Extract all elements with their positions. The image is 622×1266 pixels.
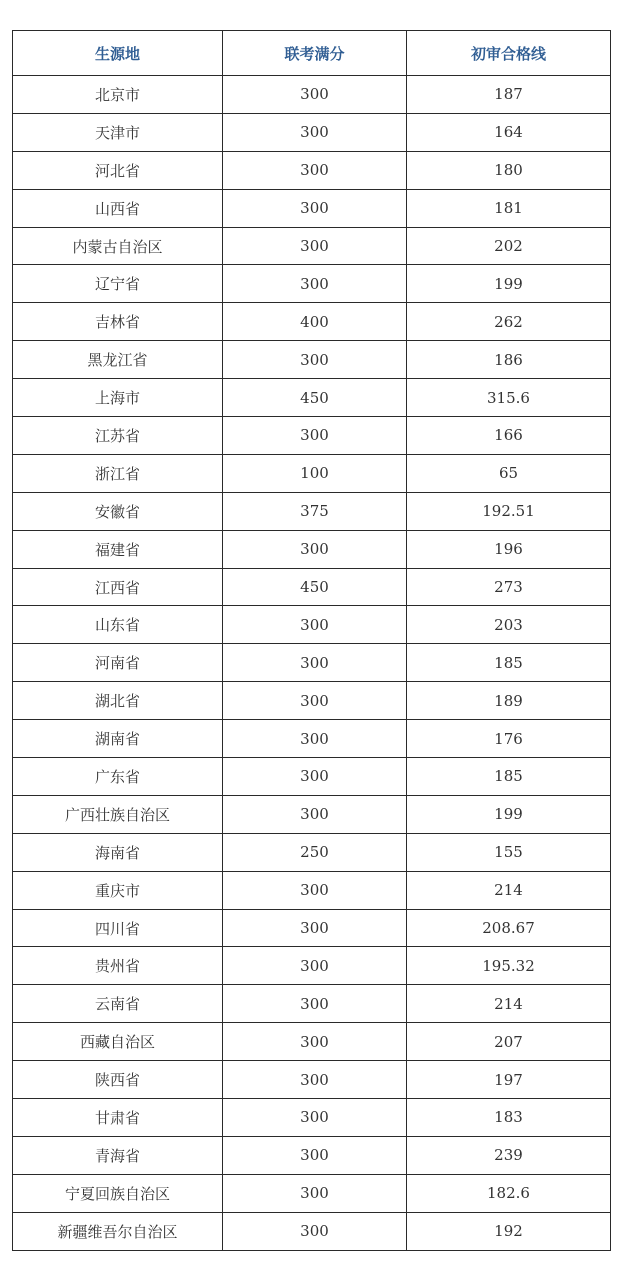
cell-region: 河北省 (13, 151, 223, 189)
cell-region: 浙江省 (13, 454, 223, 492)
cell-region: 四川省 (13, 909, 223, 947)
table-row (13, 606, 611, 644)
cell-full-score: 300 (223, 227, 407, 265)
header-region: 生源地 (13, 31, 223, 76)
cell-cutoff-line: 183 (407, 1099, 611, 1137)
cell-cutoff-line: 155 (407, 833, 611, 871)
cell-cutoff-line: 185 (407, 758, 611, 796)
cell-full-score: 300 (223, 151, 407, 189)
table-body (13, 76, 611, 1251)
cell-cutoff-line: 164 (407, 113, 611, 151)
cell-region: 上海市 (13, 379, 223, 417)
cell-full-score: 300 (223, 720, 407, 758)
cell-cutoff-line: 192 (407, 1212, 611, 1250)
cell-full-score: 300 (223, 1174, 407, 1212)
cell-region: 广东省 (13, 758, 223, 796)
table-row (13, 758, 611, 796)
cell-cutoff-line: 214 (407, 871, 611, 909)
cell-region: 新疆维吾尔自治区 (13, 1212, 223, 1250)
table-row (13, 151, 611, 189)
cell-region: 湖北省 (13, 682, 223, 720)
cell-cutoff-line: 176 (407, 720, 611, 758)
cell-cutoff-line: 214 (407, 985, 611, 1023)
table-row (13, 492, 611, 530)
table-row (13, 871, 611, 909)
cell-full-score: 300 (223, 758, 407, 796)
table-row (13, 1061, 611, 1099)
cell-region: 青海省 (13, 1136, 223, 1174)
cell-region: 陕西省 (13, 1061, 223, 1099)
score-table (12, 30, 611, 1251)
cell-region: 江西省 (13, 568, 223, 606)
cell-region: 宁夏回族自治区 (13, 1174, 223, 1212)
cell-region: 山西省 (13, 189, 223, 227)
cell-cutoff-line: 207 (407, 1023, 611, 1061)
table-header-row (13, 31, 611, 76)
cell-full-score: 300 (223, 909, 407, 947)
table-row (13, 417, 611, 455)
header-full-score: 联考满分 (223, 31, 407, 76)
cell-region: 北京市 (13, 76, 223, 114)
cell-cutoff-line: 181 (407, 189, 611, 227)
cell-full-score: 300 (223, 530, 407, 568)
cell-full-score: 450 (223, 379, 407, 417)
cell-full-score: 300 (223, 417, 407, 455)
cell-full-score: 300 (223, 985, 407, 1023)
cell-full-score: 300 (223, 1212, 407, 1250)
cell-region: 内蒙古自治区 (13, 227, 223, 265)
table-row (13, 682, 611, 720)
cell-region: 安徽省 (13, 492, 223, 530)
cell-full-score: 300 (223, 795, 407, 833)
cell-region: 江苏省 (13, 417, 223, 455)
table-row (13, 909, 611, 947)
table-row (13, 227, 611, 265)
cell-region: 广西壮族自治区 (13, 795, 223, 833)
table-row (13, 341, 611, 379)
cell-full-score: 300 (223, 1136, 407, 1174)
cell-full-score: 300 (223, 947, 407, 985)
cell-full-score: 450 (223, 568, 407, 606)
cell-region: 吉林省 (13, 303, 223, 341)
cell-full-score: 400 (223, 303, 407, 341)
cell-full-score: 300 (223, 871, 407, 909)
cell-region: 云南省 (13, 985, 223, 1023)
table-row (13, 985, 611, 1023)
table-row (13, 568, 611, 606)
cell-cutoff-line: 208.67 (407, 909, 611, 947)
cell-full-score: 300 (223, 1099, 407, 1137)
cell-region: 湖南省 (13, 720, 223, 758)
table-row (13, 833, 611, 871)
cell-region: 海南省 (13, 833, 223, 871)
cell-cutoff-line: 189 (407, 682, 611, 720)
cell-cutoff-line: 166 (407, 417, 611, 455)
cell-cutoff-line: 185 (407, 644, 611, 682)
table-row (13, 795, 611, 833)
table-row (13, 1023, 611, 1061)
table-row (13, 1212, 611, 1250)
cell-region: 甘肃省 (13, 1099, 223, 1137)
cell-cutoff-line: 182.6 (407, 1174, 611, 1212)
cell-cutoff-line: 315.6 (407, 379, 611, 417)
cell-region: 山东省 (13, 606, 223, 644)
table-row (13, 454, 611, 492)
table-row (13, 189, 611, 227)
cell-cutoff-line: 187 (407, 76, 611, 114)
score-table-container (12, 30, 610, 1251)
table-row (13, 530, 611, 568)
cell-cutoff-line: 203 (407, 606, 611, 644)
table-row (13, 644, 611, 682)
cell-full-score: 300 (223, 76, 407, 114)
cell-cutoff-line: 199 (407, 265, 611, 303)
cell-cutoff-line: 197 (407, 1061, 611, 1099)
cell-region: 天津市 (13, 113, 223, 151)
cell-region: 贵州省 (13, 947, 223, 985)
cell-full-score: 250 (223, 833, 407, 871)
table-row (13, 379, 611, 417)
cell-region: 河南省 (13, 644, 223, 682)
cell-cutoff-line: 239 (407, 1136, 611, 1174)
cell-full-score: 300 (223, 606, 407, 644)
cell-cutoff-line: 186 (407, 341, 611, 379)
table-row (13, 1099, 611, 1137)
cell-full-score: 375 (223, 492, 407, 530)
cell-cutoff-line: 202 (407, 227, 611, 265)
table-row (13, 76, 611, 114)
table-row (13, 303, 611, 341)
cell-cutoff-line: 262 (407, 303, 611, 341)
cell-full-score: 300 (223, 1023, 407, 1061)
cell-full-score: 300 (223, 682, 407, 720)
cell-cutoff-line: 180 (407, 151, 611, 189)
cell-full-score: 300 (223, 113, 407, 151)
cell-region: 重庆市 (13, 871, 223, 909)
cell-region: 福建省 (13, 530, 223, 568)
cell-cutoff-line: 195.32 (407, 947, 611, 985)
cell-cutoff-line: 273 (407, 568, 611, 606)
table-row (13, 1174, 611, 1212)
table-row (13, 720, 611, 758)
cell-full-score: 100 (223, 454, 407, 492)
table-row (13, 113, 611, 151)
cell-cutoff-line: 65 (407, 454, 611, 492)
cell-full-score: 300 (223, 644, 407, 682)
cell-region: 黑龙江省 (13, 341, 223, 379)
table-row (13, 265, 611, 303)
cell-cutoff-line: 199 (407, 795, 611, 833)
table-row (13, 947, 611, 985)
cell-region: 西藏自治区 (13, 1023, 223, 1061)
cell-cutoff-line: 196 (407, 530, 611, 568)
cell-full-score: 300 (223, 189, 407, 227)
table-row (13, 1136, 611, 1174)
header-cutoff-line: 初审合格线 (407, 31, 611, 76)
cell-cutoff-line: 192.51 (407, 492, 611, 530)
cell-full-score: 300 (223, 341, 407, 379)
cell-full-score: 300 (223, 265, 407, 303)
cell-region: 辽宁省 (13, 265, 223, 303)
cell-full-score: 300 (223, 1061, 407, 1099)
